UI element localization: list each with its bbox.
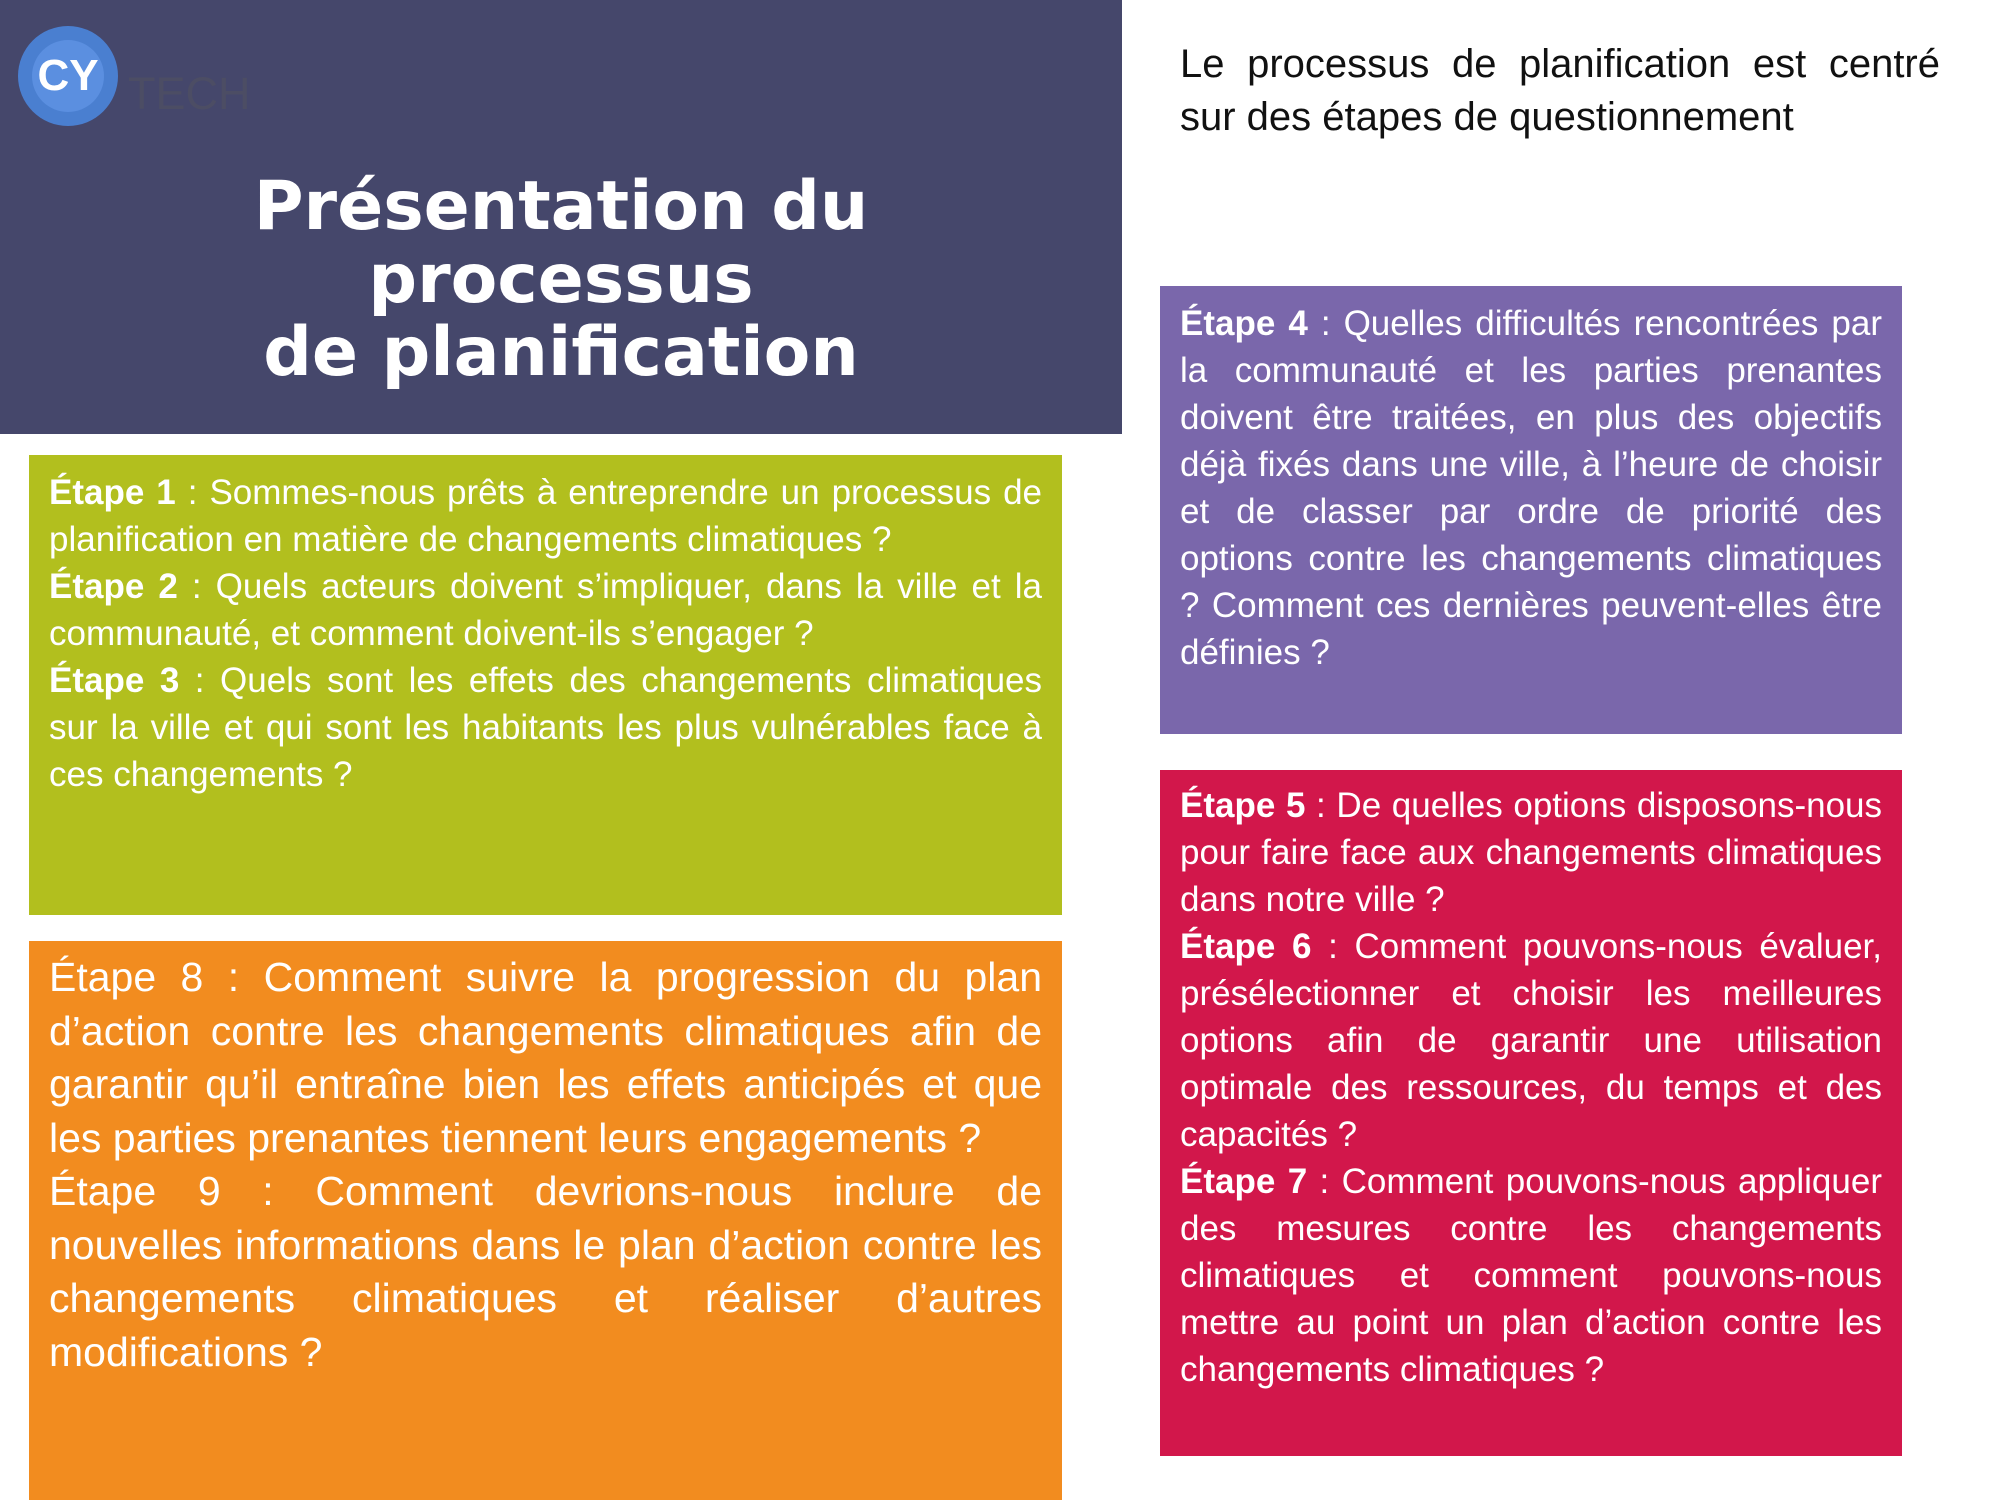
step-2-item [49,563,1042,657]
step-8-item: Étape 8 : Comment suivre la progression du plan d’action contre les changements climatiques afin de garantir qu’il entraîne bien les effets anticipés et que les parties prenantes tiennent leurs engagements ? [49,954,1042,1161]
step-7-text: : Comment pouvons-nous appliquer des mesures contre les changements climatiques et comment pouvons-nous mettre au point un plan d’action contre les changements climatiques ? [1180,1162,1882,1389]
step-4-text: : Quelles difficultés rencontrées par la communauté et les parties prenantes doivent être traitées, en plus des objectifs déjà fixés dans une ville, à l’heure de choisir et de classer par ordre de priorité des options contre les changements climatiques ? Comment ces dernières peuvent-elles être définies ? [1180,304,1883,672]
steps-5-7-card [1160,770,1902,1456]
step-3-label: Étape 3 [49,661,180,700]
step-5-item [1180,782,1882,923]
step-2-label: Étape 2 [49,567,178,606]
step-7-label: Étape 7 [1180,1162,1308,1201]
step-5-text: : De quelles options disposons-nous pour faire face aux changements climatiques dans notre ville ? [1180,786,1883,919]
logo-mark-text: CY [37,51,99,100]
step-1-text: : Sommes-nous prêts à entreprendre un processus de planification en matière de changements climatiques ? [49,473,1042,559]
step-1-label: Étape 1 [49,473,176,512]
step-7-item [1180,1158,1882,1393]
steps-8-9-card [29,941,1062,1500]
page-title-line1: Présentation du processus [253,167,869,319]
page-title-line2: de planification [263,313,859,392]
step-6-label: Étape 6 [1180,927,1312,966]
step-1-item [49,469,1042,563]
title-banner [0,0,1122,434]
cy-tech-logo [16,24,316,144]
page-title [50,167,1072,392]
step-5-label: Étape 5 [1180,786,1306,825]
step-6-item [1180,923,1882,1158]
step-9-item: Étape 9 : Comment devrions-nous inclure de nouvelles informations dans le plan d’action contre les changements climatiques et réaliser d’autres modifications ? [49,1168,1042,1375]
cy-logo-mark [16,24,120,128]
step-2-text: : Quels acteurs doivent s’impliquer, dans la ville et la communauté, et comment doivent-ils s’engager ? [49,567,1043,653]
steps-1-3-card [29,455,1062,915]
step-4-label: Étape 4 [1180,304,1308,343]
logo-brand-text: TECH [128,68,251,119]
intro-text: Le processus de planification est centré sur des étapes de questionnement [1180,42,1940,139]
step-4-item [1180,300,1882,676]
step-4-card [1160,286,1902,734]
step-3-item [49,657,1042,798]
step-6-text: : Comment pouvons-nous évaluer, présélectionner et choisir les meilleures options afin de garantir une utilisation optimale des ressources, du temps et des capacités ? [1180,927,1883,1154]
step-3-text: : Quels sont les effets des changements climatiques sur la ville et qui sont les habitants les plus vulnérables face à ces changements ? [49,661,1043,794]
